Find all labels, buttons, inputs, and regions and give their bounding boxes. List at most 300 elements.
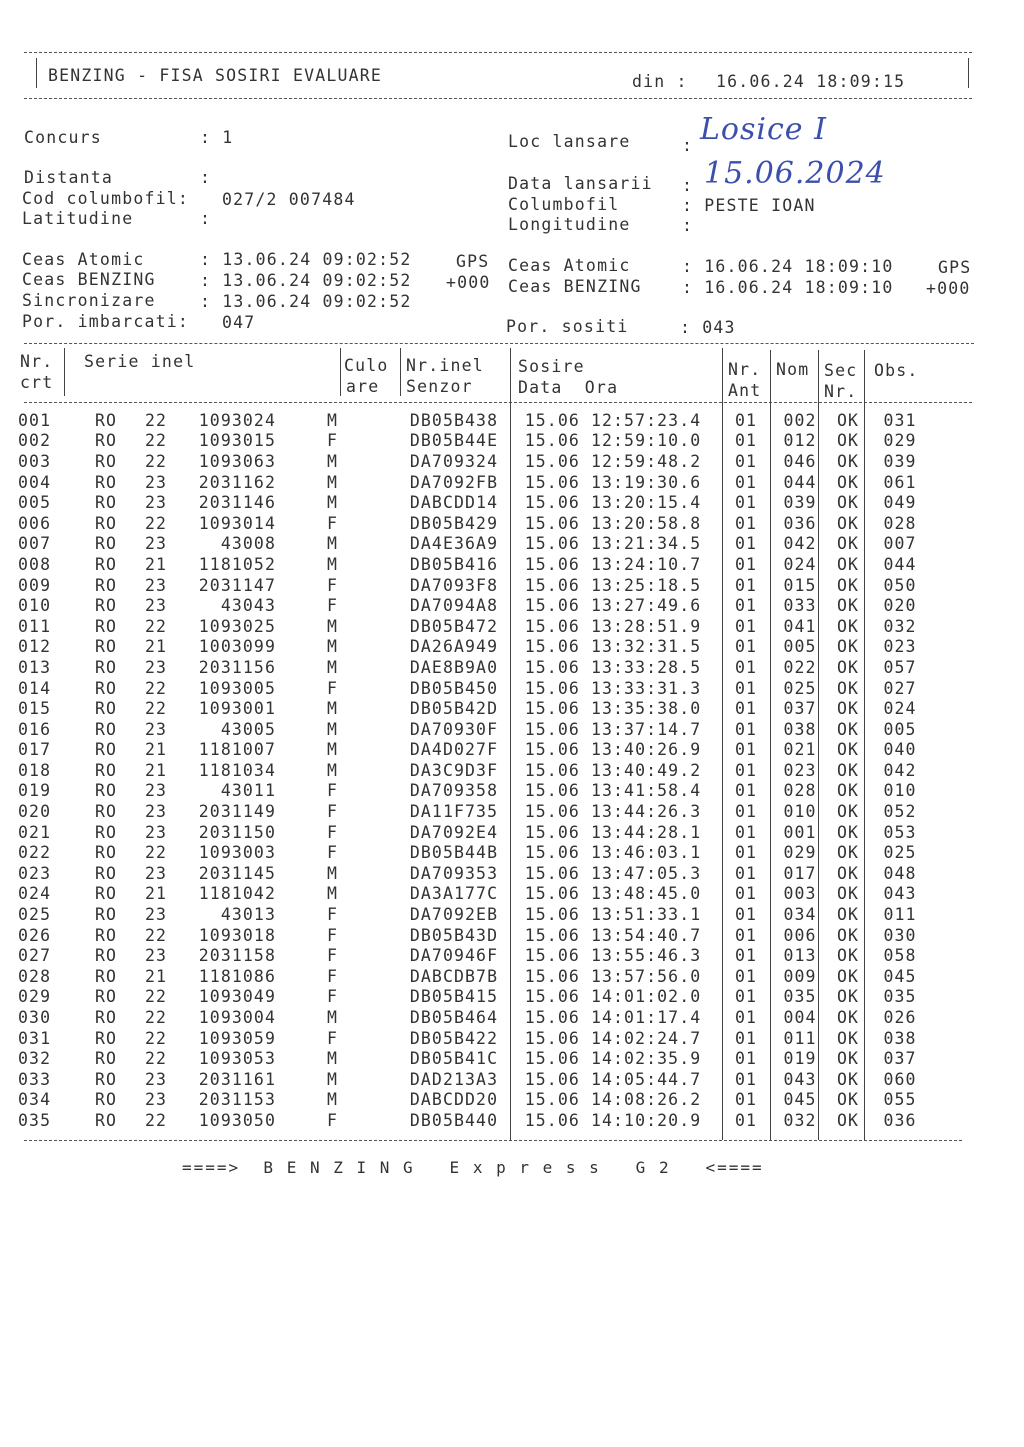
row-country: RO — [94, 822, 118, 842]
row-antenna: 01 — [734, 905, 758, 925]
imbarcati-label: Por. imbarcati: — [22, 312, 190, 331]
row-antenna: 01 — [734, 431, 758, 451]
row-antenna: 01 — [734, 925, 758, 945]
row-sec: OK — [836, 946, 860, 966]
row-year: 21 — [144, 966, 168, 986]
row-sex: F — [326, 802, 338, 822]
row-arrival-time: 13:57:56.0 — [590, 966, 702, 986]
row-arrival-time: 13:46:03.1 — [590, 843, 702, 863]
row-obs: 053 — [883, 822, 917, 842]
row-year: 22 — [144, 1110, 168, 1130]
row-nr: 010 — [18, 596, 52, 616]
arrivals-table — [18, 410, 930, 1131]
row-ring-number: 1093050 — [198, 1110, 276, 1130]
row-country: RO — [94, 1069, 118, 1089]
row-arrival-date: 15.06 — [524, 822, 580, 842]
col-header-obs: Obs. — [874, 361, 919, 380]
row-ring-number: 1181086 — [198, 966, 276, 986]
row-color — [342, 966, 400, 987]
row-arrival — [508, 987, 718, 1008]
row-arrival-time: 13:44:28.1 — [590, 822, 702, 842]
row-sex: F — [326, 781, 338, 801]
row-arrival-date: 15.06 — [524, 781, 580, 801]
row-antenna: 01 — [734, 987, 758, 1007]
row-sex: M — [326, 760, 338, 780]
row-year: 23 — [144, 781, 168, 801]
row-antenna: 01 — [734, 781, 758, 801]
table-row — [18, 1110, 930, 1131]
row-arrival-time: 14:05:44.7 — [590, 1069, 702, 1089]
row-antenna: 01 — [734, 616, 758, 636]
table-row — [18, 431, 930, 452]
row-year: 21 — [144, 740, 168, 760]
row-country: RO — [94, 925, 118, 945]
row-antenna: 01 — [734, 966, 758, 986]
table-row — [18, 740, 930, 761]
row-sex: M — [326, 451, 338, 471]
row-sec: OK — [836, 822, 860, 842]
row-nr: 025 — [18, 905, 52, 925]
row-arrival-date: 15.06 — [524, 843, 580, 863]
row-sex: F — [326, 1028, 338, 1048]
row-arrival — [508, 657, 718, 678]
row-sensor: DABCDD20 — [409, 1090, 499, 1110]
row-ring-number: 1181034 — [198, 760, 276, 780]
row-sec: OK — [836, 1069, 860, 1089]
row-arrival-date: 15.06 — [524, 1069, 580, 1089]
row-nr: 018 — [18, 760, 52, 780]
left-clock-suffix: GPS — [456, 252, 490, 271]
row-antenna: 01 — [734, 1049, 758, 1069]
title-box-top-border — [24, 52, 972, 53]
row-obs: 058 — [883, 946, 917, 966]
row-country: RO — [94, 1049, 118, 1069]
table-bottom-border — [24, 1140, 962, 1141]
row-sex: F — [326, 987, 338, 1007]
loc-lansare-label: Loc lansare — [508, 132, 631, 151]
row-sensor: DB05B422 — [409, 1028, 499, 1048]
row-obs: 057 — [883, 657, 917, 677]
row-nr: 033 — [18, 1069, 52, 1089]
row-nr: 014 — [18, 678, 52, 698]
row-arrival-date: 15.06 — [524, 925, 580, 945]
row-nom: 029 — [783, 843, 817, 863]
row-nom: 015 — [783, 575, 817, 595]
row-arrival-time: 13:54:40.7 — [590, 925, 702, 945]
row-color — [342, 1028, 400, 1049]
row-color — [342, 904, 400, 925]
row-sec: OK — [836, 616, 860, 636]
row-sec: OK — [836, 781, 860, 801]
row-color — [342, 637, 400, 658]
row-arrival-date: 15.06 — [524, 946, 580, 966]
row-color — [342, 410, 400, 431]
row-obs: 060 — [883, 1069, 917, 1089]
row-sensor: DB05B450 — [409, 678, 499, 698]
row-arrival-time: 13:35:38.0 — [590, 699, 702, 719]
row-obs: 048 — [883, 863, 917, 883]
row-sec: OK — [836, 843, 860, 863]
row-nr: 024 — [18, 884, 52, 904]
row-country: RO — [94, 987, 118, 1007]
table-row — [18, 472, 930, 493]
row-ring-number: 1093053 — [198, 1049, 276, 1069]
col-header-culoare: Culo — [344, 356, 389, 375]
row-sensor: DB05B440 — [409, 1110, 499, 1130]
row-sensor: DB05B44B — [409, 843, 499, 863]
row-sec: OK — [836, 678, 860, 698]
row-ring-number: 1093004 — [198, 1008, 276, 1028]
row-year: 22 — [144, 987, 168, 1007]
row-nom: 032 — [783, 1110, 817, 1130]
row-color — [342, 1007, 400, 1028]
row-antenna: 01 — [734, 740, 758, 760]
row-year: 23 — [144, 863, 168, 883]
row-year: 21 — [144, 884, 168, 904]
row-ring-number: 43013 — [220, 905, 276, 925]
row-arrival-time: 13:37:14.7 — [590, 719, 702, 739]
table-row — [18, 987, 930, 1008]
row-nom: 005 — [783, 637, 817, 657]
table-row — [18, 1007, 930, 1028]
row-sec: OK — [836, 699, 860, 719]
row-sensor: DA7092E4 — [409, 822, 499, 842]
table-row — [18, 410, 930, 431]
row-year: 23 — [144, 493, 168, 513]
row-arrival-time: 13:44:26.3 — [590, 802, 702, 822]
row-arrival-time: 12:59:48.2 — [590, 451, 702, 471]
row-obs: 061 — [883, 472, 917, 492]
row-arrival-time: 13:21:34.5 — [590, 534, 702, 554]
row-nr: 028 — [18, 966, 52, 986]
row-arrival — [508, 884, 718, 905]
longitudine-label: Longitudine — [508, 215, 631, 234]
row-ring-number: 2031161 — [198, 1069, 276, 1089]
row-arrival — [508, 616, 718, 637]
row-ring-number: 1093059 — [198, 1028, 276, 1048]
row-nr: 030 — [18, 1008, 52, 1028]
row-antenna: 01 — [734, 1090, 758, 1110]
row-arrival — [508, 451, 718, 472]
row-nr: 017 — [18, 740, 52, 760]
row-antenna: 01 — [734, 802, 758, 822]
col-divider — [400, 348, 401, 396]
row-sex: F — [326, 1110, 338, 1130]
row-obs: 026 — [883, 1008, 917, 1028]
row-ring-number: 1181007 — [198, 740, 276, 760]
row-antenna: 01 — [734, 637, 758, 657]
row-ring-number: 43005 — [220, 719, 276, 739]
row-arrival-date: 15.06 — [524, 719, 580, 739]
row-year: 22 — [144, 1049, 168, 1069]
right-clock-label: Ceas BENZING — [508, 277, 642, 296]
row-antenna: 01 — [734, 760, 758, 780]
row-nom: 043 — [783, 1069, 817, 1089]
col-header-sosire: Sosire — [518, 357, 585, 376]
row-sensor: DA3C9D3F — [409, 760, 499, 780]
row-color — [342, 534, 400, 555]
table-row — [18, 513, 930, 534]
row-color — [342, 698, 400, 719]
row-ring-number: 2031145 — [198, 863, 276, 883]
row-sex: M — [326, 554, 338, 574]
row-ring-number: 2031153 — [198, 1090, 276, 1110]
right-clock-value: : 16.06.24 18:09:10 — [682, 257, 894, 276]
row-color — [342, 492, 400, 513]
row-sex: M — [326, 472, 338, 492]
table-row — [18, 1048, 930, 1069]
row-arrival-date: 15.06 — [524, 513, 580, 533]
row-sec: OK — [836, 1008, 860, 1028]
row-antenna: 01 — [734, 493, 758, 513]
row-country: RO — [94, 884, 118, 904]
row-antenna: 01 — [734, 946, 758, 966]
row-nr: 019 — [18, 781, 52, 801]
row-sec: OK — [836, 760, 860, 780]
row-color — [342, 575, 400, 596]
row-arrival-date: 15.06 — [524, 575, 580, 595]
row-sensor: DB05B464 — [409, 1008, 499, 1028]
row-ring-number: 1093018 — [198, 925, 276, 945]
row-country: RO — [94, 802, 118, 822]
row-color — [342, 657, 400, 678]
row-sensor: DB05B416 — [409, 554, 499, 574]
row-ring-number: 1181042 — [198, 884, 276, 904]
row-nom: 013 — [783, 946, 817, 966]
row-sex: M — [326, 719, 338, 739]
row-sex: F — [326, 905, 338, 925]
row-sensor: DA7092EB — [409, 905, 499, 925]
row-nom: 022 — [783, 657, 817, 677]
longitudine-value: : — [682, 216, 694, 235]
row-year: 23 — [144, 802, 168, 822]
row-sensor: DABCDD14 — [409, 493, 499, 513]
row-nom: 024 — [783, 554, 817, 574]
row-arrival-date: 15.06 — [524, 534, 580, 554]
row-color — [342, 678, 400, 699]
row-ring-number: 1093063 — [198, 451, 276, 471]
row-sec: OK — [836, 534, 860, 554]
row-antenna: 01 — [734, 1008, 758, 1028]
table-row — [18, 1069, 930, 1090]
title-box-right-border — [968, 58, 969, 88]
row-country: RO — [94, 472, 118, 492]
table-row — [18, 966, 930, 987]
row-arrival-time: 13:20:58.8 — [590, 513, 702, 533]
row-color — [342, 719, 400, 740]
row-nom: 039 — [783, 493, 817, 513]
row-nr: 031 — [18, 1028, 52, 1048]
row-nom: 025 — [783, 678, 817, 698]
row-obs: 043 — [883, 884, 917, 904]
row-sec: OK — [836, 987, 860, 1007]
row-arrival — [508, 801, 718, 822]
row-antenna: 01 — [734, 596, 758, 616]
row-arrival — [508, 1069, 718, 1090]
row-antenna: 01 — [734, 699, 758, 719]
row-arrival-date: 15.06 — [524, 493, 580, 513]
row-sensor: DA70946F — [409, 946, 499, 966]
row-country: RO — [94, 905, 118, 925]
sositi-value: : 043 — [680, 318, 736, 337]
row-nom: 009 — [783, 966, 817, 986]
row-obs: 005 — [883, 719, 917, 739]
row-sec: OK — [836, 863, 860, 883]
row-nr: 021 — [18, 822, 52, 842]
table-row — [18, 719, 930, 740]
row-arrival — [508, 863, 718, 884]
row-country: RO — [94, 719, 118, 739]
left-clock-value: : 13.06.24 09:02:52 — [200, 292, 412, 311]
table-row — [18, 1090, 930, 1111]
row-arrival-date: 15.06 — [524, 657, 580, 677]
row-antenna: 01 — [734, 657, 758, 677]
row-nr: 013 — [18, 657, 52, 677]
row-sensor: DAD213A3 — [409, 1069, 499, 1089]
row-antenna: 01 — [734, 884, 758, 904]
row-obs: 007 — [883, 534, 917, 554]
report-date-value: 16.06.24 18:09:15 — [716, 72, 906, 91]
row-obs: 050 — [883, 575, 917, 595]
row-arrival-time: 13:40:49.2 — [590, 760, 702, 780]
row-sec: OK — [836, 657, 860, 677]
row-arrival-time: 13:55:46.3 — [590, 946, 702, 966]
row-nr: 029 — [18, 987, 52, 1007]
row-sec: OK — [836, 596, 860, 616]
row-sensor: DA7093F8 — [409, 575, 499, 595]
row-nom: 035 — [783, 987, 817, 1007]
table-row — [18, 884, 930, 905]
col-header-nom: Nom — [776, 360, 810, 379]
row-arrival-date: 15.06 — [524, 451, 580, 471]
row-arrival — [508, 945, 718, 966]
row-arrival — [508, 1028, 718, 1049]
row-nr: 008 — [18, 554, 52, 574]
row-arrival-time: 14:01:02.0 — [590, 987, 702, 1007]
row-nom: 011 — [783, 1028, 817, 1048]
left-clock-value: : 13.06.24 09:02:52 — [200, 271, 412, 290]
table-row — [18, 492, 930, 513]
row-color — [342, 431, 400, 452]
row-ring-number: 2031147 — [198, 575, 276, 595]
distanta-value: : — [200, 168, 212, 187]
row-sensor: DA709358 — [409, 781, 499, 801]
row-arrival-time: 13:32:31.5 — [590, 637, 702, 657]
col-divider — [64, 348, 65, 396]
row-arrival-date: 15.06 — [524, 760, 580, 780]
row-year: 23 — [144, 575, 168, 595]
latitudine-value: : — [200, 209, 212, 228]
row-arrival-date: 15.06 — [524, 431, 580, 451]
row-nr: 001 — [18, 410, 52, 430]
row-year: 23 — [144, 472, 168, 492]
row-arrival — [508, 637, 718, 658]
row-arrival — [508, 904, 718, 925]
row-sex: F — [326, 966, 338, 986]
row-sex: F — [326, 925, 338, 945]
row-nr: 004 — [18, 472, 52, 492]
row-antenna: 01 — [734, 863, 758, 883]
row-sex: M — [326, 740, 338, 760]
row-obs: 010 — [883, 781, 917, 801]
row-sensor: DAE8B9A0 — [409, 657, 499, 677]
row-arrival — [508, 678, 718, 699]
row-obs: 042 — [883, 760, 917, 780]
row-arrival — [508, 1110, 718, 1131]
row-antenna: 01 — [734, 534, 758, 554]
row-sex: M — [326, 410, 338, 430]
row-sensor: DABCDB7B — [409, 966, 499, 986]
table-row — [18, 822, 930, 843]
row-sensor: DA4D027F — [409, 740, 499, 760]
row-antenna: 01 — [734, 1110, 758, 1130]
row-year: 22 — [144, 513, 168, 533]
row-color — [342, 513, 400, 534]
row-ring-number: 43043 — [220, 596, 276, 616]
row-sensor: DA4E36A9 — [409, 534, 499, 554]
row-country: RO — [94, 1028, 118, 1048]
row-ring-number: 2031150 — [198, 822, 276, 842]
row-sensor: DB05B438 — [409, 410, 499, 430]
row-country: RO — [94, 1090, 118, 1110]
loc-lansare-colon: : — [682, 136, 694, 155]
data-lansarii-label: Data lansarii — [508, 174, 653, 193]
row-obs: 011 — [883, 905, 917, 925]
row-sec: OK — [836, 884, 860, 904]
data-lansarii-handwritten: 15.06.2024 — [704, 156, 886, 191]
row-arrival-time: 14:01:17.4 — [590, 1008, 702, 1028]
row-nom: 033 — [783, 596, 817, 616]
row-sex: M — [326, 616, 338, 636]
table-row — [18, 554, 930, 575]
row-arrival-time: 13:25:18.5 — [590, 575, 702, 595]
row-ring-number: 1093025 — [198, 616, 276, 636]
row-arrival — [508, 410, 718, 431]
row-nom: 003 — [783, 884, 817, 904]
row-nr: 006 — [18, 513, 52, 533]
row-arrival-time: 14:02:24.7 — [590, 1028, 702, 1048]
row-sec: OK — [836, 905, 860, 925]
row-antenna: 01 — [734, 719, 758, 739]
row-arrival — [508, 1048, 718, 1069]
row-nr: 016 — [18, 719, 52, 739]
table-row — [18, 637, 930, 658]
row-nr: 032 — [18, 1049, 52, 1069]
row-year: 23 — [144, 719, 168, 739]
row-country: RO — [94, 966, 118, 986]
row-color — [342, 884, 400, 905]
row-obs: 049 — [883, 493, 917, 513]
row-arrival — [508, 842, 718, 863]
row-arrival — [508, 740, 718, 761]
row-arrival-time: 13:48:45.0 — [590, 884, 702, 904]
table-row — [18, 1028, 930, 1049]
row-sec: OK — [836, 472, 860, 492]
row-country: RO — [94, 678, 118, 698]
footer-banner: ====> B E N Z I N G E x p r e s s G 2 <==== — [182, 1158, 764, 1177]
report-date-label: din : — [632, 72, 688, 91]
col-header-senzor: Senzor — [406, 377, 473, 396]
row-ring-number: 2031146 — [198, 493, 276, 513]
row-nom: 004 — [783, 1008, 817, 1028]
row-obs: 025 — [883, 843, 917, 863]
left-clock-label: Ceas BENZING — [22, 270, 156, 289]
row-sex: F — [326, 843, 338, 863]
row-sensor: DA709324 — [409, 451, 499, 471]
row-arrival-date: 15.06 — [524, 987, 580, 1007]
row-color — [342, 925, 400, 946]
data-lansarii-colon: : — [682, 176, 694, 195]
